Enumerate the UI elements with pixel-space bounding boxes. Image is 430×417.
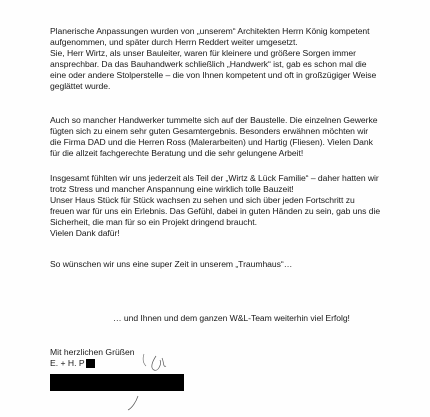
closing-greeting: Mit herzlichen Grüßen (50, 347, 135, 357)
text-line: freuen war für uns ein Erlebnis. Das Gefühl, dabei in guten Händen zu sein, gab uns die (50, 206, 381, 217)
text-line: Vielen Dank dafür! (50, 228, 120, 239)
paragraph-family (50, 173, 380, 240)
text-line: eine oder andere Stolperstelle – die von Ihnen kompetent und oft in großzügiger Weise (50, 70, 377, 81)
text-line: aufgenommen, und später durch Herrn Reddert weiter umgesetzt. (50, 37, 298, 48)
sender-row (50, 358, 135, 369)
text-line: ansprechbar. Da das Bauhandwerk schließlich „Handwerk“ ist, gab es schon mal die (50, 59, 367, 70)
text-line: fügten sich zu einem sehr guten Gesamtergebnis. Besonders erwähnen möchten wir (50, 126, 369, 137)
text-line: Insgesamt fühlten wir uns jederzeit als Teil der „Wirtz & Lück Familie“ – daher hatten wir (50, 173, 379, 183)
paragraph-planning (50, 26, 376, 93)
redaction-mark (86, 359, 95, 368)
sender-name: E. + H. P (50, 358, 85, 369)
redaction-bar (50, 374, 184, 391)
paragraph-wish (50, 259, 292, 270)
text-line: Sicherheit, die man für so ein Projekt dringend braucht. (50, 217, 257, 228)
text-line: Auch so mancher Handwerker tummelte sich auf der Baustelle. Die einzelnen Gewerke (50, 115, 378, 125)
text-line: So wünschen wir uns eine super Zeit in unserem „Traumhaus“… (50, 259, 293, 269)
text-line: trotz Stress und mancher Anspannung eine wirklich tolle Bauzeit! (50, 184, 294, 195)
text-line: für die allzeit fachgerechte Beratung und die sehr gelungene Arbeit! (50, 148, 304, 159)
text-line: … und Ihnen und dem ganzen W&L-Team weiterhin viel Erfolg! (113, 313, 350, 323)
paragraph-success (50, 313, 350, 324)
text-line: die Firma DAD und die Herren Ross (Malerarbeiten) und Hartig (Fliesen). Vielen Dank (50, 137, 373, 148)
text-line: Sie, Herr Wirtz, als unser Bauleiter, waren für kleinere und größere Sorgen immer (50, 48, 356, 59)
text-line: Unser Haus Stück für Stück wachsen zu sehen und sich über jeden Fortschritt zu (50, 195, 355, 206)
text-line: geglättet wurde. (50, 81, 111, 92)
paragraph-craftsmen (50, 115, 377, 159)
text-line: Planerische Anpassungen wurden von „unserem“ Architekten Herrn König kompetent (50, 26, 370, 36)
closing-block (50, 347, 135, 369)
